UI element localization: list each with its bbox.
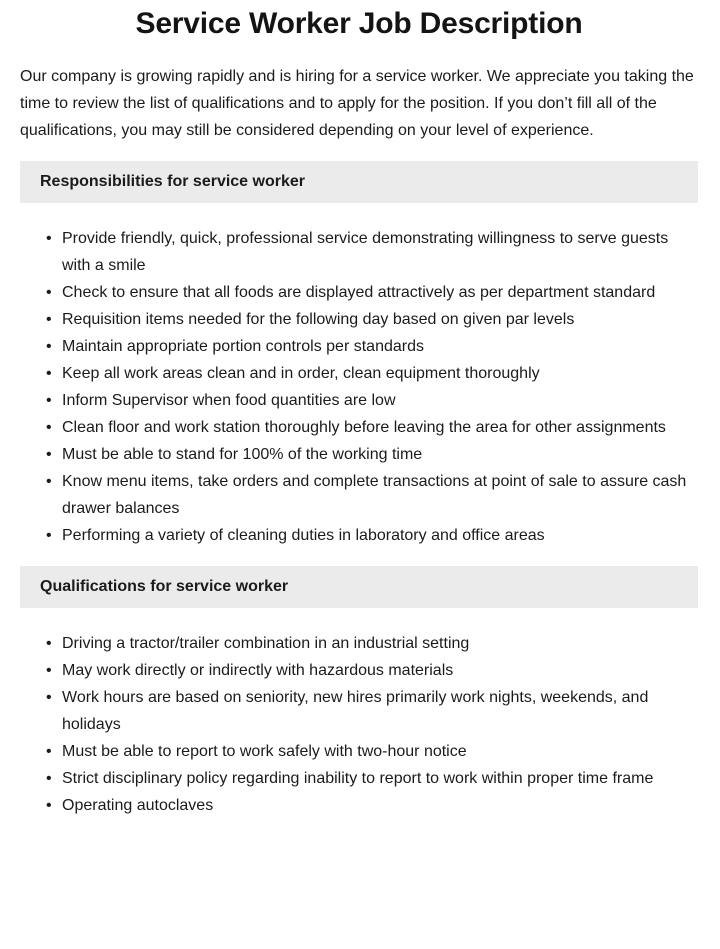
bullet-icon: • <box>46 338 52 355</box>
list-item <box>46 387 698 414</box>
list-item <box>46 765 698 792</box>
bullet-icon: • <box>46 230 52 247</box>
list-item-text: Know menu items, take orders and complete transactions at point of sale to assure cash drawer balances <box>62 473 687 517</box>
bullet-icon: • <box>46 311 52 328</box>
list-item <box>46 441 698 468</box>
qualifications-list <box>20 630 698 819</box>
list-item-text: Provide friendly, quick, professional service demonstrating willingness to serve guests with a smile <box>62 230 669 274</box>
list-item-text: Maintain appropriate portion controls per standards <box>62 338 424 355</box>
bullet-icon: • <box>46 635 52 652</box>
bullet-icon: • <box>46 662 52 679</box>
list-item <box>46 279 698 306</box>
responsibilities-list <box>20 225 698 549</box>
list-item <box>46 738 698 765</box>
bullet-icon: • <box>46 689 52 706</box>
section-header-responsibilities: Responsibilities for service worker <box>20 161 698 203</box>
list-item-text: Keep all work areas clean and in order, clean equipment thoroughly <box>62 365 540 382</box>
list-item-text: Requisition items needed for the following day based on given par levels <box>62 311 575 328</box>
list-item-text: Operating autoclaves <box>62 797 214 814</box>
bullet-icon: • <box>46 770 52 787</box>
bullet-icon: • <box>46 419 52 436</box>
list-item-text: Check to ensure that all foods are displayed attractively as per department standard <box>62 284 656 301</box>
list-item-text: Performing a variety of cleaning duties in laboratory and office areas <box>62 527 545 544</box>
list-item <box>46 792 698 819</box>
list-item <box>46 333 698 360</box>
list-item-text: Must be able to report to work safely with two-hour notice <box>62 743 467 760</box>
bullet-icon: • <box>46 446 52 463</box>
list-item-text: Work hours are based on seniority, new hires primarily work nights, weekends, and holidays <box>62 689 649 733</box>
list-item <box>46 630 698 657</box>
list-item-text: May work directly or indirectly with hazardous materials <box>62 662 454 679</box>
list-item <box>46 360 698 387</box>
bullet-icon: • <box>46 284 52 301</box>
list-item <box>46 225 698 279</box>
page-title: Service Worker Job Description <box>135 7 583 40</box>
bullet-icon: • <box>46 797 52 814</box>
bullet-icon: • <box>46 527 52 544</box>
list-item-text: Strict disciplinary policy regarding inability to report to work within proper time frame <box>62 770 654 787</box>
bullet-icon: • <box>46 365 52 382</box>
list-item-text: Must be able to stand for 100% of the working time <box>62 446 423 463</box>
list-item-text: Driving a tractor/trailer combination in an industrial setting <box>62 635 470 652</box>
bullet-icon: • <box>46 392 52 409</box>
list-item <box>46 468 698 522</box>
intro-paragraph: Our company is growing rapidly and is hiring for a service worker. We appreciate you taking the time to review the list of qualifications and to apply for the position. If you don’t fill all of the qualifications, you may still be considered depending on your level of experience. <box>20 68 694 139</box>
bullet-icon: • <box>46 743 52 760</box>
list-item <box>46 414 698 441</box>
bullet-icon: • <box>46 473 52 490</box>
section-header-qualifications: Qualifications for service worker <box>20 566 698 608</box>
list-item-text: Clean floor and work station thoroughly before leaving the area for other assignments <box>62 419 666 436</box>
list-item <box>46 684 698 738</box>
list-item <box>46 522 698 549</box>
list-item-text: Inform Supervisor when food quantities are low <box>62 392 396 409</box>
list-item <box>46 306 698 333</box>
list-item <box>46 657 698 684</box>
